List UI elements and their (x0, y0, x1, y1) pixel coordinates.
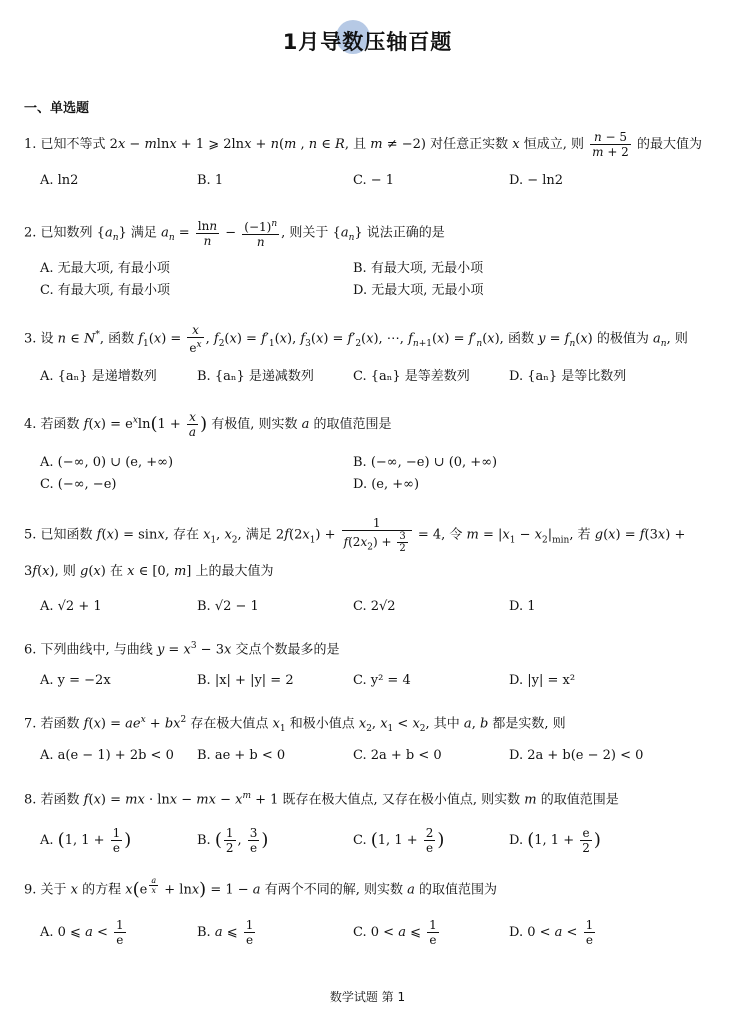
question-9: 9. 关于 x 的方程 x(e $^{\frac{a}{x}}$ + lnx) = 1 − a 有两个不同的解, 则实数 a 的取值范围为 (24, 876, 497, 900)
question-8: 8. 若函数 f(x) = mx · lnx − mx − $x^m + 1$ 既存在极大值点, 又存在极小值点, 则实数 m 的取值范围是 (24, 791, 619, 808)
q8-option-a: A. (1, 1 + $\frac{1}{e}$ ) (40, 826, 132, 855)
section-heading: 一、单选题 (24, 101, 90, 116)
q3-option-a: A. {aₙ} 是递增数列 (40, 369, 157, 384)
q5-option-c: C. 2√2 (353, 599, 396, 614)
q9-option-b: B. a ⩽ $\frac{1}{e}$ (197, 918, 254, 947)
q6-option-b: B. |x| + |y| = 2 (197, 673, 294, 688)
q5-option-d: D. 1 (509, 599, 536, 614)
q2-option-c: C. 有最大项, 有最小项 (40, 283, 171, 298)
q9-option-c: C. 0 < a ⩽ $\frac{1}{e}$ (353, 918, 437, 947)
q7-option-b: B. ae + b < 0 (197, 748, 286, 763)
q2-option-b: B. 有最大项, 无最小项 (353, 261, 484, 276)
title-block (0, 26, 735, 56)
question-5-line-2: 3f(x), 则 g(x) 在 x ∈ [0, m] 上的最大值为 (24, 564, 274, 579)
q8-option-c: C. (1, 1 + $\frac{2}{e}$ ) (353, 826, 445, 855)
q5-option-b: B. √2 − 1 (197, 599, 259, 614)
q9-option-d: D. 0 < a < $\frac{1}{e}$ (509, 918, 594, 947)
question-2: 2. 已知数列 $\{a_n\}$ 满足 $a_n$ = $\frac{\ln n}{n}$ − $\frac{(-1)^n}{n}$ , 则关于 $\{a_n\}$ 说法正确的是 (24, 218, 445, 249)
q4-option-d: D. (e, +∞) (353, 477, 420, 492)
question-7: 7. 若函数 $f(x) = ae^x + bx^2$ 存在极大值点 $x_1$ 和极小值点 $x_2$, $x_1 < x_2$, 其中 a, b 都是实数, 则 (24, 715, 566, 734)
q7-option-c: C. 2a + b < 0 (353, 748, 442, 763)
q6-option-c: C. y² = 4 (353, 673, 411, 688)
page-title-text: 1月导数压轴百题 (282, 30, 453, 54)
question-3: 3. 设 n ∈ N*, 函数 $f_1(x)$ = $\frac{x}{e^x}$ , $f_2(x) = f'_1(x)$, $f_3(x) = f'_2(x)$, ⋯, $f_{n+1}(x) = f'_n(x)$, 函数 $y = f_n(x)$ 的极值为 $a_n$, 则 (24, 323, 688, 355)
q1-option-c: C. − 1 (353, 173, 395, 188)
q2-option-a: A. 无最大项, 有最小项 (40, 261, 170, 276)
q3-option-b: B. {aₙ} 是递减数列 (197, 369, 314, 384)
question-1: 1. 已知不等式 2x − mlnx + 1 ⩾ 2lnx + n(m , n ∈ R, 且 m ≠ −2) 对任意正实数 x 恒成立, 则 $\frac{n - 5}{m + 2}$ 的最大值为 (24, 130, 702, 159)
q1-option-b: B. 1 (197, 173, 224, 188)
q4-option-c: C. (−∞, −e) (40, 477, 117, 492)
q4-option-a: A. (−∞, 0) ∪ (e, +∞) (40, 455, 174, 470)
q2-option-d: D. 无最大项, 无最小项 (353, 283, 484, 298)
q7-option-a: A. a(e − 1) + 2b < 0 (40, 748, 174, 763)
q3-option-c: C. {aₙ} 是等差数列 (353, 369, 470, 384)
page-footer: 数学试题 第 1 (329, 990, 406, 1004)
q1-option-a: A. ln2 (40, 173, 79, 188)
q5-option-a: A. √2 + 1 (40, 599, 102, 614)
q4-option-b: B. (−∞, −e) ∪ (0, +∞) (353, 455, 498, 470)
q3-option-d: D. {aₙ} 是等比数列 (509, 369, 627, 384)
q7-option-d: D. 2a + b(e − 2) < 0 (509, 748, 644, 763)
page-title (283, 26, 453, 56)
question-4: 4. 若函数 $f(x) = e^x\ln(1$ + $\frac{x}{a}$ ) 有极值, 则实数 a 的取值范围是 (24, 410, 392, 439)
q1-option-d: D. − ln2 (509, 173, 564, 188)
question-6: 6. 下列曲线中, 与曲线 $y = x^3 - 3x$ 交点个数最多的是 (24, 641, 340, 658)
q6-option-d: D. |y| = x² (509, 673, 576, 688)
q6-option-a: A. y = −2x (40, 673, 111, 688)
question-5: 5. 已知函数 f(x) = sinx, 存在 $x_1$, $x_2$, 满足 $2f(2x_1)$ + 1 $f(2x_2)$ + $\frac{3}{2}$ = 4, 令 $m = |x_1 - x_2|_{min}$, 若 g(x) = f(3x) + (24, 516, 686, 554)
q9-option-a: A. 0 ⩽ a < $\frac{1}{e}$ (40, 918, 124, 947)
q8-option-d: D. (1, 1 + $\frac{e}{2}$ ) (509, 826, 601, 855)
q8-option-b: B. ( $\frac{1}{2}$ , $\frac{3}{e}$ ) (197, 826, 269, 855)
